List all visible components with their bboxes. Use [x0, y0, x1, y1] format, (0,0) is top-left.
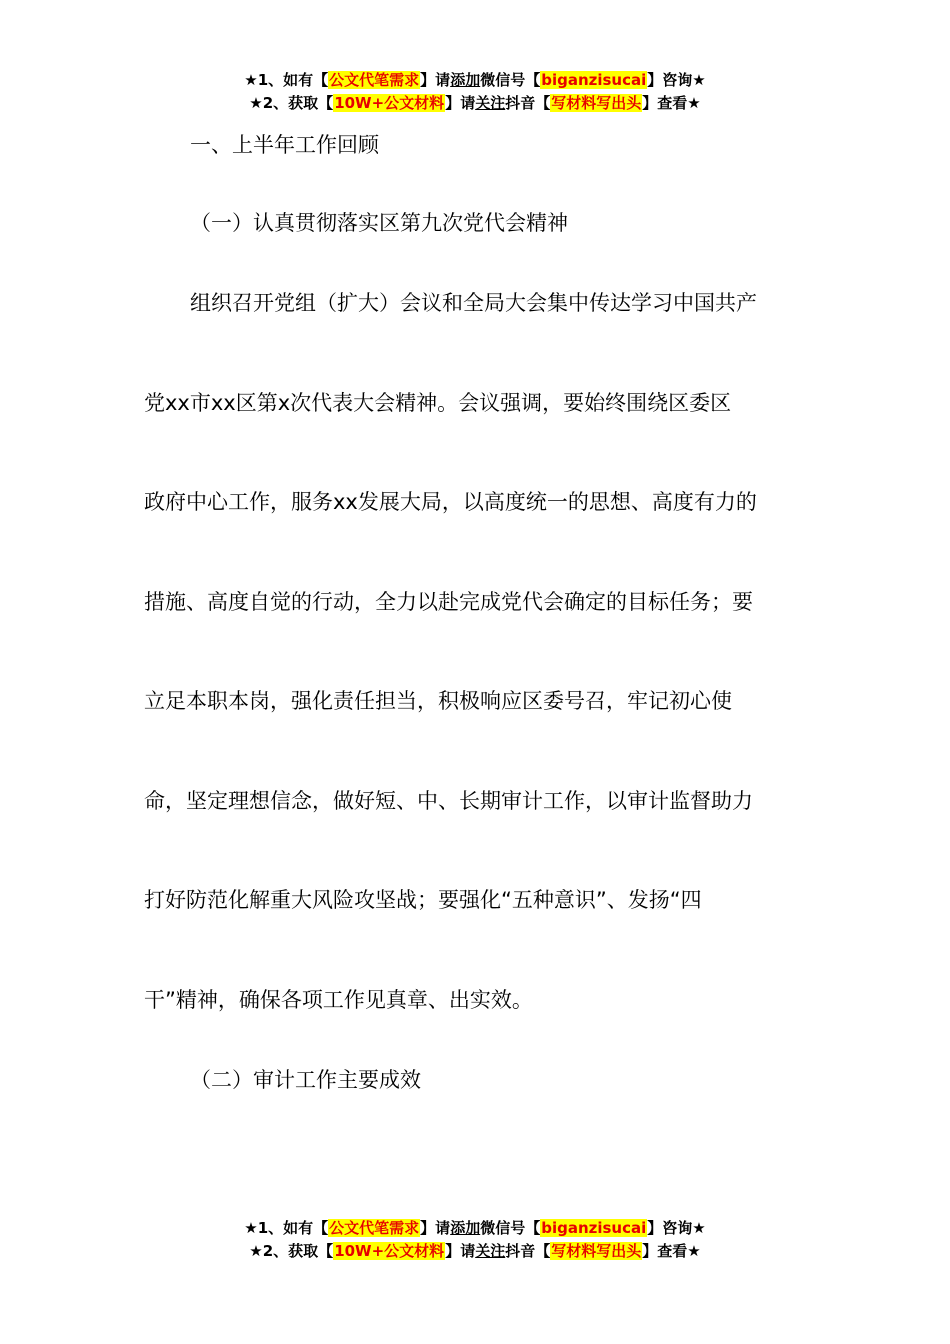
- section-heading: 一、上半年工作回顾: [190, 133, 379, 157]
- banner-line-2: ★2、获取【10W+公文材料】请关注抖音【写材料写出头】查看★: [249, 94, 701, 112]
- banner-highlight: 公文代笔需求: [329, 71, 420, 89]
- paragraph-line: 打好防范化解重大风险攻坚战；要强化“五种意识”、发扬“四: [144, 888, 702, 912]
- banner-line-1: ★1、如有【公文代笔需求】请添加微信号【biganzisucai】咨询★: [244, 1219, 706, 1237]
- banner-highlight: 10W+公文材料: [334, 1242, 445, 1260]
- paragraph-line: 组织召开党组（扩大）会议和全局大会集中传达学习中国共产: [190, 291, 757, 315]
- paragraph-line: 立足本职本岗，强化责任担当，积极响应区委号召，牢记初心使: [144, 689, 732, 713]
- banner-highlight: biganzisucai: [541, 1219, 647, 1237]
- subsection-heading: （一）认真贯彻落实区第九次党代会精神: [190, 211, 568, 235]
- paragraph-line: 命，坚定理想信念，做好短、中、长期审计工作，以审计监督助力: [144, 789, 753, 813]
- paragraph-line: 措施、高度自觉的行动，全力以赴完成党代会确定的目标任务；要: [144, 590, 753, 614]
- banner-line-1: ★1、如有【公文代笔需求】请添加微信号【biganzisucai】咨询★: [244, 71, 706, 89]
- subsection-heading: （二）审计工作主要成效: [190, 1068, 421, 1092]
- bottom-banner: [0, 1217, 950, 1263]
- banner-highlight: 公文代笔需求: [329, 1219, 420, 1237]
- paragraph-line: 干”精神，确保各项工作见真章、出实效。: [144, 988, 533, 1012]
- paragraph-line: 党xx市xx区第x次代表大会精神。会议强调，要始终围绕区委区: [144, 391, 732, 415]
- banner-line-2: ★2、获取【10W+公文材料】请关注抖音【写材料写出头】查看★: [249, 1242, 701, 1260]
- top-banner: [0, 69, 950, 115]
- banner-highlight: biganzisucai: [541, 71, 647, 89]
- paragraph-line: 政府中心工作，服务xx发展大局，以高度统一的思想、高度有力的: [144, 490, 757, 514]
- banner-highlight: 写材料写出头: [551, 94, 642, 112]
- banner-highlight: 10W+公文材料: [334, 94, 445, 112]
- banner-highlight: 写材料写出头: [551, 1242, 642, 1260]
